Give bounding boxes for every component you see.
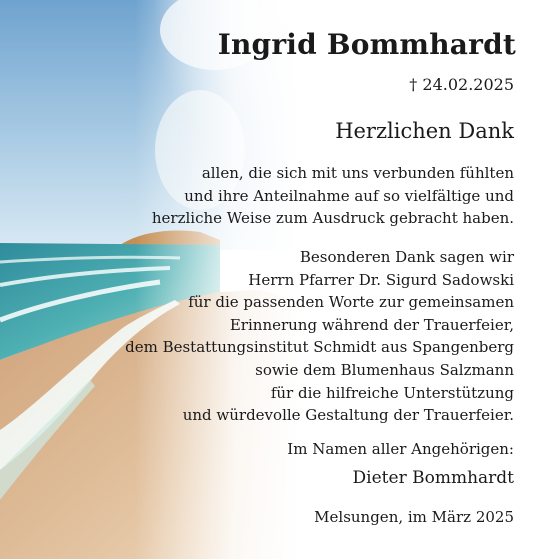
closing-line: Im Namen aller Angehörigen:	[287, 440, 514, 458]
special-thanks-paragraph	[125, 246, 514, 427]
death-date: † 24.02.2025	[409, 75, 514, 94]
text-line: herzliche Weise zum Ausdruck gebracht haben.	[151, 209, 514, 228]
deceased-name: Ingrid Bommhardt	[217, 28, 516, 61]
text-line: Erinnerung während der Trauerfeier,	[229, 315, 514, 334]
place-and-date: Melsungen, im März 2025	[314, 508, 514, 526]
text-line: für die hilfreiche Unterstützung	[270, 383, 514, 402]
text-line: sowie dem Blumenhaus Salzmann	[255, 360, 514, 379]
text-line: Besonderen Dank sagen wir	[299, 248, 514, 266]
text-line: für die passenden Worte zur gemeinsamen	[188, 293, 514, 312]
text-line: allen, die sich mit uns verbunden fühlten	[201, 164, 514, 182]
text-line: und ihre Anteilnahme auf so vielfältige und	[184, 186, 514, 205]
thanks-heading: Herzlichen Dank	[335, 119, 514, 143]
text-line: Herrn Pfarrer Dr. Sigurd Sadowski	[248, 270, 514, 289]
text-line: und würdevolle Gestaltung der Trauerfeier.	[182, 406, 514, 425]
signer-name: Dieter Bommhardt	[352, 468, 514, 488]
text-line: dem Bestattungsinstitut Schmidt aus Spangenberg	[125, 338, 514, 357]
thanks-paragraph	[152, 162, 514, 230]
